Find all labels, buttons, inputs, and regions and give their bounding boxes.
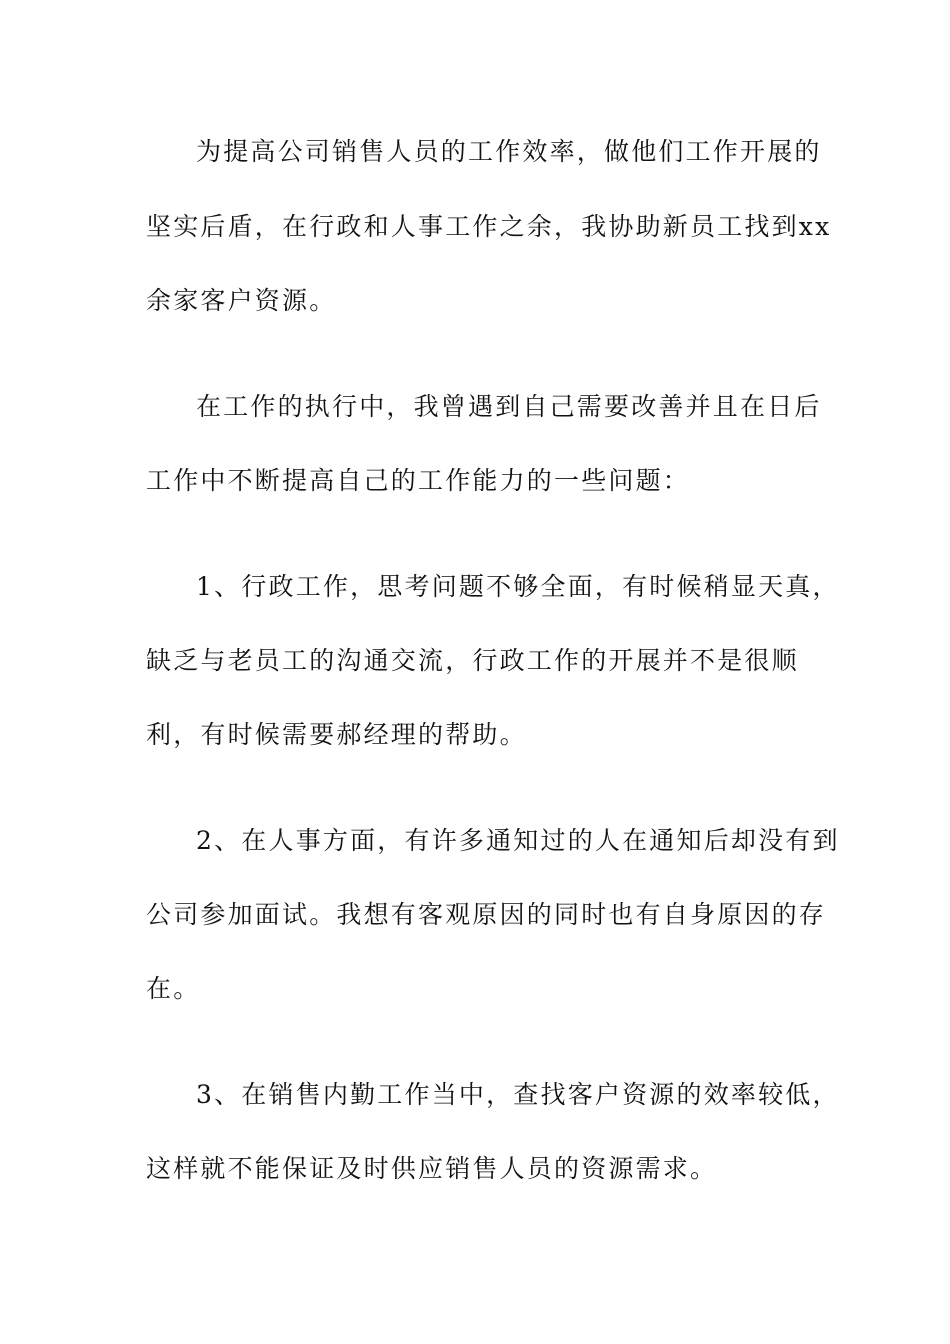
- paragraph-4-line-3: 在。: [146, 974, 201, 1003]
- paragraph-2-line-1: 在工作的执行中，我曾遇到自己需要改善并且在日后: [196, 392, 822, 421]
- paragraph-3-line-2: 缺乏与老员工的沟通交流，行政工作的开展并不是很顺: [146, 646, 799, 675]
- paragraph-3-line-1: 1、行政工作，思考问题不够全面，有时候稍显天真，: [196, 572, 840, 601]
- paragraph-3-line-3: 利，有时候需要郝经理的帮助。: [146, 720, 527, 749]
- paragraph-1-line-3: 余家客户资源。: [146, 286, 337, 315]
- paragraph-4-line-2: 公司参加面试。我想有客观原因的同时也有自身原因的存: [146, 900, 827, 929]
- paragraph-5-line-2: 这样就不能保证及时供应销售人员的资源需求。: [146, 1154, 718, 1183]
- paragraph-1-line-1: 为提高公司销售人员的工作效率，做他们工作开展的: [196, 137, 822, 166]
- paragraph-2-line-2: 工作中不断提高自己的工作能力的一些问题：: [146, 466, 691, 495]
- paragraph-1-line-2: 坚实后盾，在行政和人事工作之余，我协助新员工找到xx: [146, 212, 832, 241]
- paragraph-5-line-1: 3、在销售内勤工作当中，查找客户资源的效率较低，: [196, 1080, 840, 1109]
- paragraph-4-line-1: 2、在人事方面，有许多通知过的人在通知后却没有到: [196, 826, 840, 855]
